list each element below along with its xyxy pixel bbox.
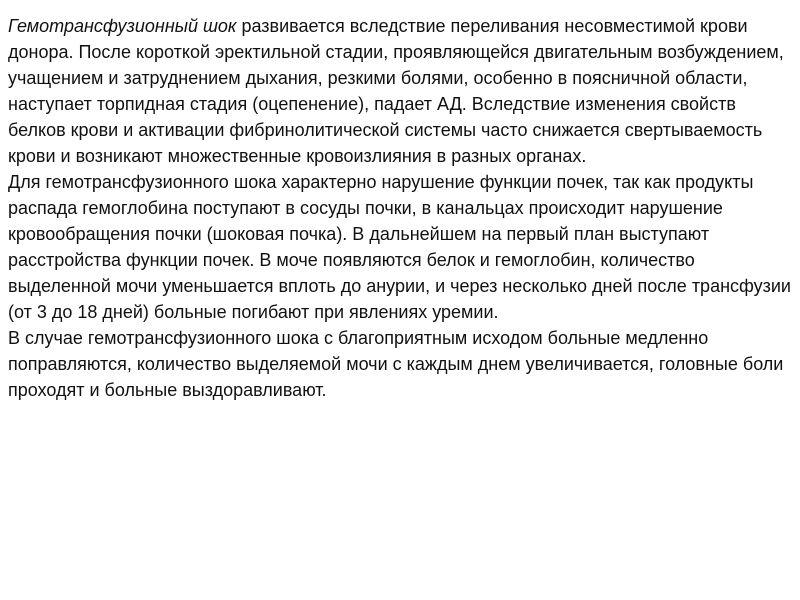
paragraph-2: Для гемотрансфузионного шока характерно нарушение функции почек, так как продукты распада гемоглобина поступают в сосуды почки, в канальцах происходит нарушение кровообращения почки (шоковая почка). В дальнейшем на первый план выступают расстройства функции почек. В моче появляются белок и гемоглобин, количество выделенной мочи уменьшается вплоть до анурии, и через несколько дней после трансфузии (от 3 до 18 дней) больные погибают при явлениях уремии. <box>8 172 791 322</box>
text-body <box>8 13 792 403</box>
term-hemotransfusion-shock: Гемотрансфузионный шок <box>8 16 237 36</box>
paragraph-1 <box>8 13 792 169</box>
paragraph-3: В случае гемотрансфузионного шока с благоприятным исходом больные медленно поправляются, количество выделяемой мочи с каждым днем увеличивается, головные боли проходят и больные выздоравливают. <box>8 328 784 400</box>
paragraph-1-text: развивается вследствие переливания несовместимой крови донора. После короткой эректильной стадии, проявляющейся двигательным возбуждением, учащением и затруднением дыхания, резкими болями, особенно в поясничной области, наступает торпидная стадия (оцепенение), падает АД. Вследствие изменения свойств белков крови и активации фибринолитической системы часто снижается свертываемость крови и возникают множественные кровоизлияния в разных органах. <box>8 16 784 166</box>
